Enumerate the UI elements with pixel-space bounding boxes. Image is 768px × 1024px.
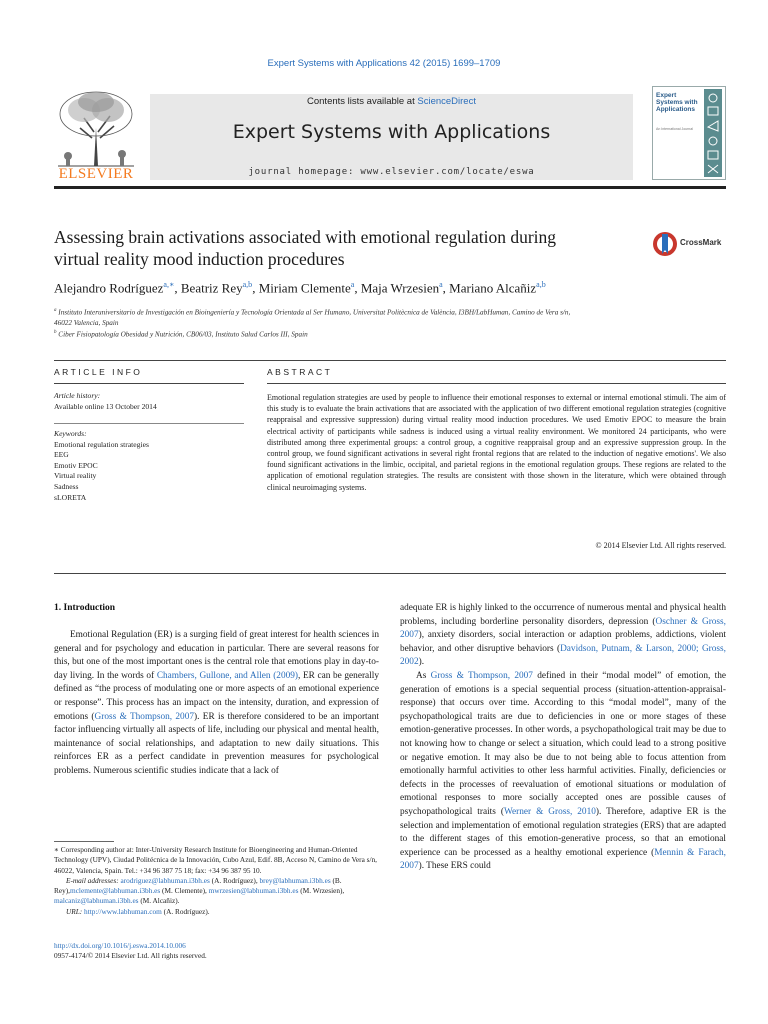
keywords-label: Keywords: (54, 429, 87, 438)
history-value: Available online 13 October 2014 (54, 401, 157, 411)
journal-citation[interactable]: Expert Systems with Applications 42 (2015) 1699–1709 (267, 58, 501, 69)
author-list: Alejandro Rodríguez$^{a,∗}$, Beatriz Rey$^{a,b}$, Miriam Clemente$^a$, Maja Wrzesien$^a$, Mariano Alcañiz$^{a,b}$ (54, 280, 546, 296)
citation-link[interactable]: Chambers, Gullone, and Allen (2009) (156, 670, 298, 681)
keyword: Sadness (54, 481, 79, 491)
article-title-line-1: Assessing brain activations associated with emotional regulation during (54, 227, 557, 247)
paragraph: As Gross & Thompson, 2007 defined in their “modal model” of emotion, the generation of emotions is a special sequential process (situation-attention-appraisal-response) that occurs over time. According to this “modal model”, many of the psychopathological traits are due to deficiencies in one or more stages of these emotion-generative processes. In other words, a psychopathological trait may be due to not knowing how to change or select a situation, which could lead to a strong positive or negative emotion. It may also be due to not being able to focus attention from emotionally harmful activities to other less harmful activities. Finally, deficiencies or defects in the processes of reevaluation of emotional situations or modulation of emotional responses to more socially accepted ones are possible causes of psychopathological traits (Werner & Gross, 2010). Therefore, adaptive ER is the selection and implementation of emotional regulation strategies (ERS) that are adapted to the different stages of this emotion-generative process, so that an emotional experience can be processed as a healthy emotional experience (Mennin & Farach, 2007). These ERS could (400, 670, 726, 872)
author-affiliation-mark[interactable]: a,∗ (163, 280, 175, 289)
journal-homepage[interactable]: journal homepage: www.elsevier.com/locate/eswa (248, 167, 535, 177)
journal-title: Expert Systems with Applications (232, 121, 551, 143)
author-name[interactable]: Beatriz Rey (180, 280, 243, 296)
affiliation-a-line-2: 46022 Valencia, Spain (54, 318, 119, 327)
section-heading: 1. Introduction (54, 603, 116, 613)
cover-title: Expert Systems with Applications (656, 92, 698, 113)
article-title (54, 226, 654, 270)
homepage-link[interactable]: http://www.labhuman.com (84, 906, 162, 916)
footnotes (54, 845, 379, 917)
citation-link[interactable]: Gross & Thompson, 2007 (430, 670, 533, 681)
email-link[interactable]: malcaniz@labhuman.i3bh.es (54, 896, 139, 906)
keyword: Emotiv EPOC (54, 460, 98, 470)
author-name[interactable]: Miriam Clemente (258, 280, 351, 296)
article-history (54, 391, 244, 412)
crossmark-label: CrossMark (680, 238, 722, 247)
email-link[interactable]: brey@labhuman.i3bh.es (259, 875, 331, 885)
author-affiliation-mark[interactable]: a,b (242, 280, 253, 289)
doi-block (54, 941, 379, 962)
affiliation-b (54, 328, 726, 340)
affiliation-mark: b (54, 330, 57, 335)
citation-link[interactable]: Davidson, Putnam, & Larson, 2000; Gross, 2002 (400, 643, 726, 668)
email-link[interactable]: mwrzesien@labhuman.i3bh.es (208, 886, 299, 896)
crossmark-badge[interactable] (652, 230, 724, 258)
contents-prefix: Contents lists available at (307, 96, 418, 107)
keywords-block (54, 429, 244, 503)
abstract-bottom-divider (54, 573, 726, 574)
article-info-rule (54, 383, 244, 384)
citation-link[interactable]: Oschner & Gross, 2007 (400, 616, 726, 641)
affiliation-a-line-1: Instituto Interuniversitario de Investigación en Bioingeniería y Tecnología Orientada al Ser Humano, Universitat Politècnica de València, I3BH/LabHuman, Camino de Vera s/n, (58, 308, 571, 317)
footnote-rule (54, 841, 114, 842)
contents-line (150, 96, 633, 107)
affiliation-divider (54, 360, 726, 361)
keyword: Emotional regulation strategies (54, 439, 149, 449)
paragraph: Emotional Regulation (ER) is a surging field of great interest for health sciences in general and for psychology and education in particular. There are several reasons for this, but one of the most important ones is the central role that emotions play in day-to-day living. In the words of Chambers, Gullone, and Allen (2009), ER can be generally defined as “the process of modulating one or more aspects of an emotional experience or response”. This process has an impact on the intensity, duration, and expression of emotions (Gross & Thompson, 2007). ER is therefore considered to be an important factor influencing virtually all aspects of life, including our physical and mental health, maintenance of social relationships, and adaptation to new daily situations. This reinforces ER as a perfect candidate in prevention measures for psychological problems. Numerous scientific studies indicate that a lack of (54, 630, 380, 776)
email-link[interactable]: mclemente@labhuman.i3bh.es (70, 886, 161, 896)
journal-cover-thumbnail[interactable] (652, 86, 726, 180)
crossmark-icon (652, 230, 678, 258)
author-affiliation-mark[interactable]: a,b (536, 280, 546, 289)
history-label: Article history: (54, 391, 101, 400)
elsevier-wordmark: ELSEVIER (58, 166, 134, 182)
citation-link[interactable]: Mennin & Farach, 2007 (400, 847, 726, 872)
abstract-heading: ABSTRACT (267, 367, 333, 377)
paragraph: adequate ER is highly linked to the occurrence of numerous mental and physical health problems, including borderline personality disorders, depression (Oschner & Gross, 2007), anxiety disorders, social interaction or adaption problems, addictions, violent behavior, and other disruptive behaviors (Davidson, Putnam, & Larson, 2000; Gross, 2002). (400, 603, 726, 668)
abstract-text: Emotional regulation strategies are used by people to influence their emotional responses to external or internal emotional stimuli. The aim of this study is to evaluate the brain activations that are associated with the application of two different emotional regulation strategies (cognitive reappraisal and expressive suppression) during virtual reality mood induction procedures. We used Emotiv EPOC to measure the brain electrical activity of participants while sadness is induced using a virtual reality environment. We monitored 24 participants, who were distributed among three experimental groups: a control group, a cognitive reappraisal group and an expressive suppression group. In the control group, we found significant activations in several right frontal regions that are related to the induction of negative emotions'. We also found significant activations in the limbic, occipital, and parietal regions in the emotional regulation groups. These regions are related to the application of emotional regulation strategies. The results are consistent with those shown in the literature, which were obtained through clinical neuroimaging systems. (267, 393, 726, 492)
keyword: EEG (54, 450, 69, 460)
url-line: URL: http://www.labhuman.com (A. Rodríguez). (66, 906, 210, 916)
article-info-heading: ARTICLE INFO (54, 367, 143, 377)
citation-link[interactable]: Werner & Gross, 2010 (503, 806, 596, 817)
author-name[interactable]: Alejandro Rodríguez (54, 280, 164, 296)
abstract-copyright: © 2014 Elsevier Ltd. All rights reserved. (595, 541, 726, 550)
sciencedirect-link[interactable]: ScienceDirect (417, 96, 476, 107)
keyword: Virtual reality (54, 471, 97, 481)
abstract-rule (267, 383, 726, 384)
citation-link[interactable]: Gross & Thompson, 2007 (94, 711, 195, 722)
affiliation-a (54, 306, 726, 328)
affiliation-mark: a (54, 308, 57, 313)
issn-line: 0957-4174/© 2014 Elsevier Ltd. All rights reserved. (54, 951, 207, 961)
author-name[interactable]: Mariano Alcañiz (449, 280, 537, 296)
keyword: sLORETA (54, 492, 87, 502)
left-column (54, 629, 379, 779)
doi-link[interactable]: http://dx.doi.org/10.1016/j.eswa.2014.10.006 (54, 941, 186, 950)
history-divider (54, 423, 244, 424)
author-affiliation-mark[interactable]: a (350, 280, 355, 289)
email-link[interactable]: arodriguez@labhuman.i3bh.es (120, 875, 210, 885)
author-name[interactable]: Maja Wrzesien (360, 280, 440, 296)
cover-subtitle: An International Journal (656, 127, 693, 131)
right-column (400, 602, 726, 874)
email-addresses: E-mail addresses: arodriguez@labhuman.i3bh.es (A. Rodríguez), brey@labhuman.i3bh.es (B. Rey),mclemente@labhuman.i3bh.es (M. Clemente), mwrzesien@labhuman.i3bh.es (M. Wrzesien), malcaniz@labhuman.i3bh.es (M. Alcañiz). (54, 875, 345, 906)
cover-icon-strip (704, 89, 722, 177)
article-title-line-2: virtual reality mood induction procedures (54, 249, 345, 269)
corresponding-author-note: ∗ Corresponding author at: Inter-University Research Institute for Bioengineering and Human-Oriented Technology (UPV), Ciudad Politécnica de la Innovación, Cubo Azul, Edif. 8B, Acceso N, Camino de Vera s/n, 46022, Valencia, Spain. Tel.: +34 96 387 75 18; fax: +34 96 387 95 10. (54, 845, 377, 875)
author-affiliation-mark[interactable]: a (439, 280, 443, 289)
affiliation-b-text: Ciber Fisiopatología Obesidad y Nutrición, CB06/03, Instituto Salud Carlos III, Spain (58, 330, 308, 339)
header-divider (54, 186, 726, 189)
